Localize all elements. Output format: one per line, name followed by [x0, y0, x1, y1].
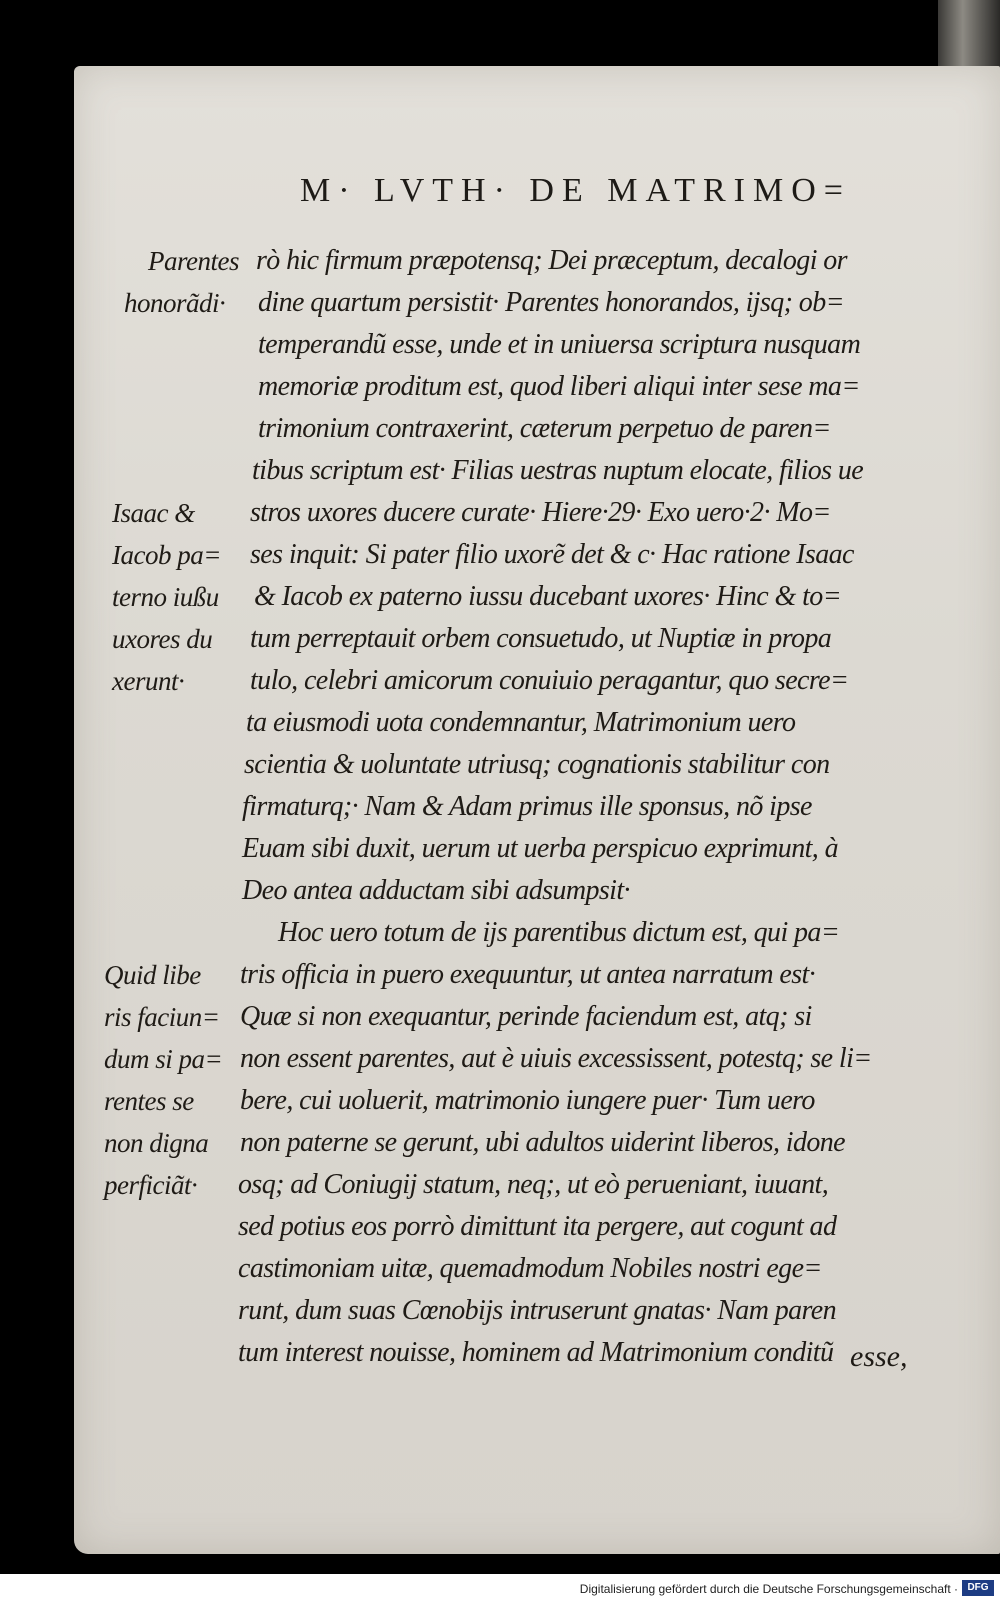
margin-note-quid	[104, 954, 222, 1206]
margin-note-line: Iacob pa=	[112, 540, 221, 570]
body-line: Euam sibi duxit, uerum ut uerba perspicuo exprimunt, à	[242, 833, 838, 864]
body-line: dine quartum persistit· Parentes honorandos, ijsq; ob=	[258, 287, 844, 318]
body-line: bere, cui uoluerit, matrimonio iungere puer· Tum uero	[240, 1085, 815, 1116]
running-head: M· LVTH· DE MATRIMO=	[300, 172, 851, 209]
body-line: firmaturq;· Nam & Adam primus ille sponsus, nõ ipse	[242, 791, 812, 822]
body-line: osq; ad Coniugij statum, neq;, ut eò perueniant, iuuant,	[238, 1169, 829, 1200]
margin-note-line: non digna	[104, 1128, 209, 1158]
body-line: & Iacob ex paterno iussu ducebant uxores· Hinc & to=	[254, 581, 841, 612]
margin-note-line: terno iußu	[112, 582, 219, 612]
body-line: runt, dum suas Cœnobijs intruserunt gnatas· Nam paren	[238, 1295, 837, 1326]
body-line: sed potius eos porrò dimittunt ita pergere, aut cogunt ad	[238, 1211, 837, 1242]
margin-note-isaac	[112, 492, 221, 702]
margin-note-line: rentes se	[104, 1086, 194, 1116]
body-line: Deo antea adductam sibi adsumpsit·	[242, 875, 630, 906]
margin-note-line: ris faciun=	[104, 1002, 220, 1032]
margin-note-parentes	[124, 240, 239, 324]
dfg-logo-icon: DFG	[962, 1580, 994, 1596]
body-line: tibus scriptum est· Filias uestras nuptum elocate, filios ue	[252, 455, 864, 486]
footer-credit: Digitalisierung gefördert durch die Deutsche Forschungsgemeinschaft ·	[579, 1582, 958, 1596]
body-line: tum perreptauit orbem consuetudo, ut Nuptiæ in propa	[250, 623, 832, 654]
margin-note-line: Parentes	[148, 246, 239, 276]
body-line: tum interest nouisse, hominem ad Matrimonium conditũ	[238, 1337, 834, 1368]
margin-note-line: Quid libe	[104, 960, 201, 990]
margin-note-line: uxores du	[112, 624, 213, 654]
body-line: tris officia in puero exequuntur, ut antea narratum est·	[240, 959, 816, 990]
body-line: ta eiusmodi uota condemnantur, Matrimonium uero	[246, 707, 796, 738]
body-line: Hoc uero totum de ijs parentibus dictum est, qui pa=	[278, 917, 840, 948]
margin-note-line: xerunt·	[112, 666, 185, 696]
body-line: scientia & uoluntate utriusq; cognationis stabilitur con	[244, 749, 830, 780]
body-line: non paterne se gerunt, ubi adultos uiderint liberos, idone	[240, 1127, 846, 1158]
body-line: ses inquit: Si pater filio uxorẽ det & c· Hac ratione Isaac	[250, 539, 854, 570]
body-line: non essent parentes, aut è uiuis excessissent, potestq; se li=	[240, 1043, 872, 1074]
margin-note-line: Isaac &	[112, 498, 195, 528]
body-line: temperandũ esse, unde et in uniuersa scriptura nusquam	[258, 329, 861, 360]
body-line: stros uxores ducere curate· Hiere·29· Exo uero·2· Mo=	[250, 497, 831, 528]
margin-note-line: honorãdi·	[124, 288, 226, 318]
body-line: castimoniam uitæ, quemadmodum Nobiles nostri ege=	[238, 1253, 822, 1284]
catchword: esse,	[850, 1340, 908, 1373]
body-text	[238, 240, 928, 1374]
body-line: memoriæ proditum est, quod liberi aliqui inter sese ma=	[258, 371, 860, 402]
body-line: rò hic firmum præpotensq; Dei præceptum, decalogi or	[256, 245, 847, 276]
footer-bar	[0, 1574, 1000, 1608]
body-line: Quæ si non exequantur, perinde faciendum est, atq; si	[240, 1001, 812, 1032]
body-line: tulo, celebri amicorum conuiuio peragantur, quo secre=	[250, 665, 849, 696]
margin-note-line: perficiãt·	[104, 1170, 198, 1200]
body-line: trimonium contraxerint, cæterum perpetuo de paren=	[258, 413, 831, 444]
margin-note-line: dum si pa=	[104, 1044, 223, 1074]
